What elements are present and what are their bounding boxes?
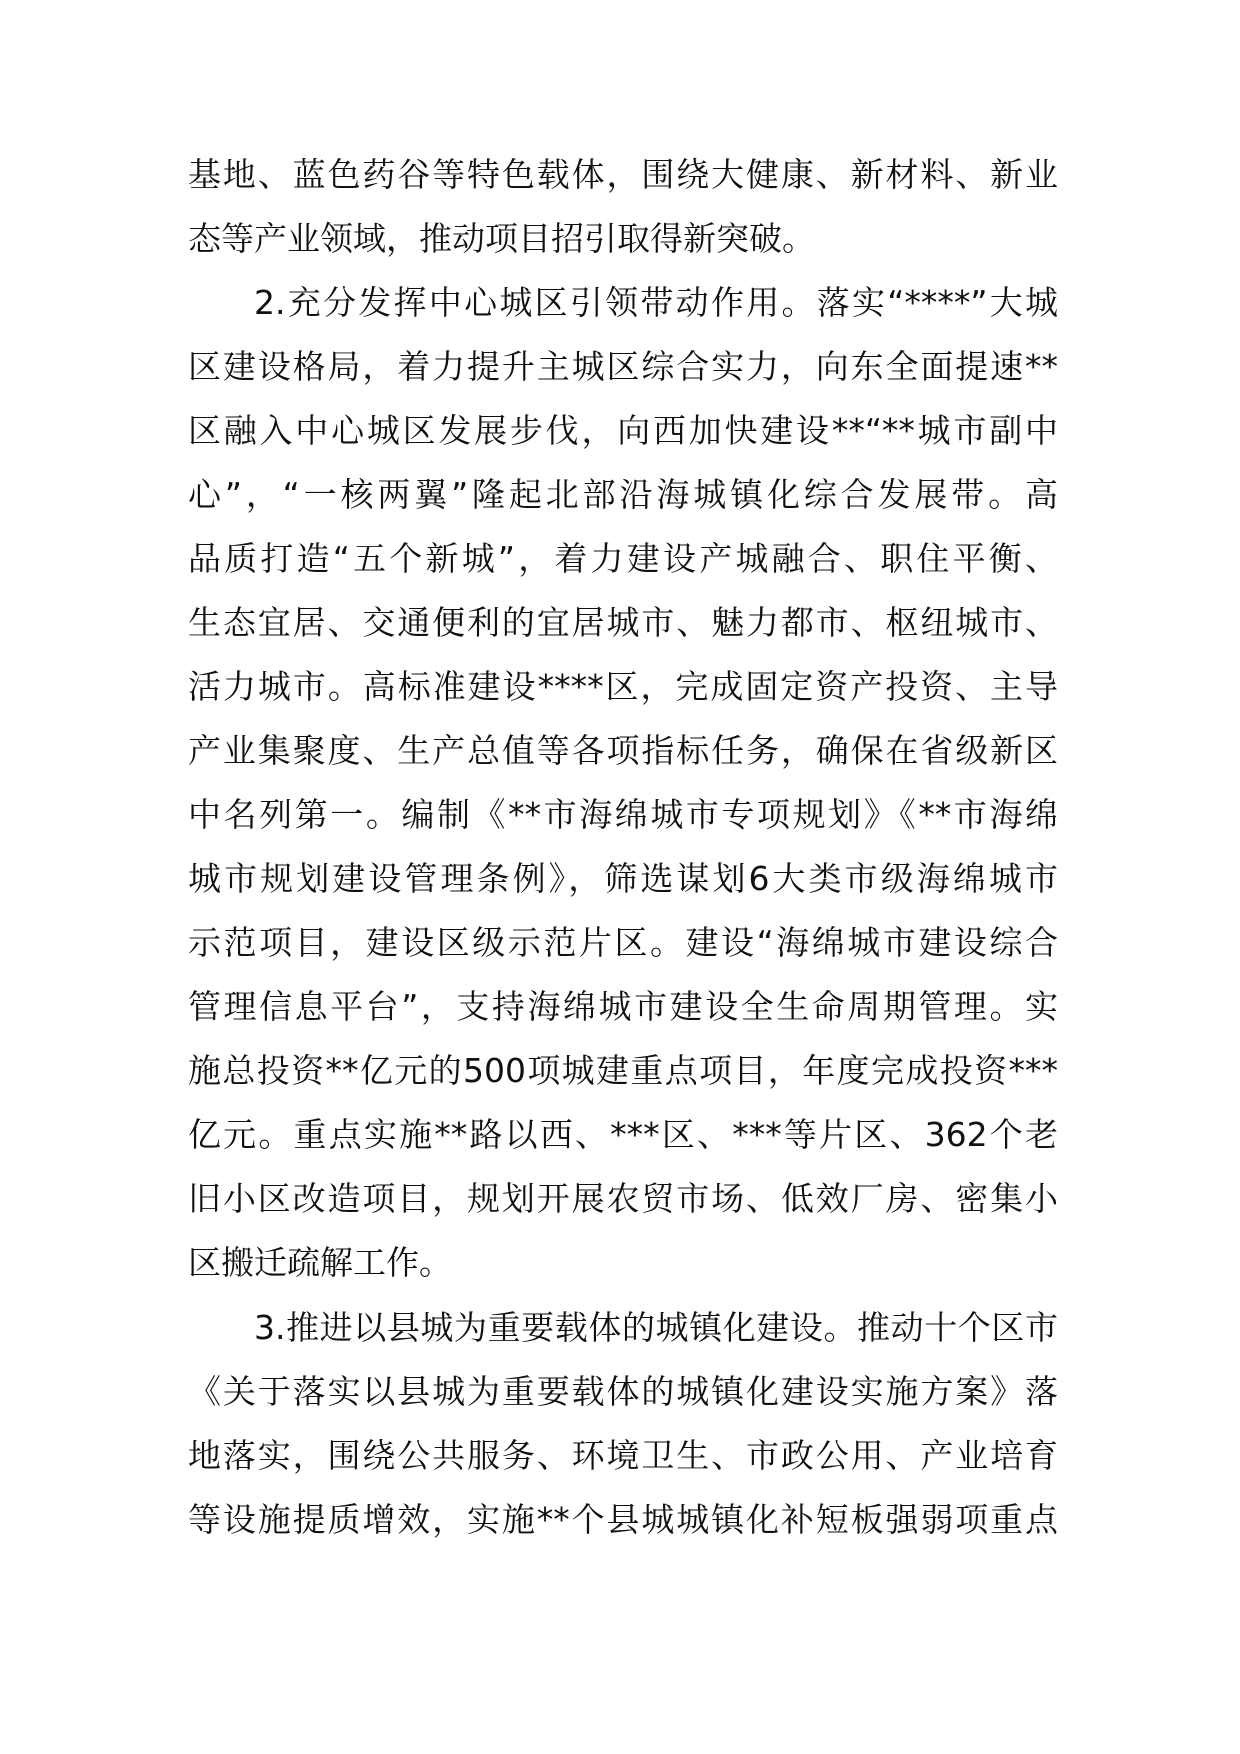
text-line-11: 中名列第一。编制《**市海绵城市专项规划》《**市海绵: [188, 795, 1058, 834]
text-line-16: 亿元。重点实施**路以西、***区、***等片区、362个老: [188, 1115, 1058, 1154]
text-line-14: 管理信息平台”，支持海绵城市建设全生命周期管理。实: [188, 987, 1058, 1026]
text-line-5: 区融入中心城区发展步伐，向西加快建设**“**城市副中: [188, 411, 1058, 450]
text-line-19: 3.推进以县城为重要载体的城镇化建设。推动十个区市: [254, 1308, 1058, 1347]
text-line-6: 心”，“一核两翼”隆起北部沿海城镇化综合发展带。高: [188, 475, 1058, 514]
text-line-15: 施总投资**亿元的500项城建重点项目，年度完成投资***: [188, 1051, 1058, 1090]
text-line-12: 城市规划建设管理条例》，筛选谋划6大类市级海绵城市: [188, 859, 1058, 898]
text-line-8: 生态宜居、交通便利的宜居城市、魅力都市、枢纽城市、: [188, 603, 1058, 642]
text-line-20: 《关于落实以县城为重要载体的城镇化建设实施方案》落: [188, 1372, 1058, 1411]
text-line-7: 品质打造“五个新城”，着力建设产城融合、职住平衡、: [188, 539, 1058, 578]
text-line-2: 态等产业领域，推动项目招引取得新突破。: [188, 219, 815, 258]
text-line-3: 2.充分发挥中心城区引领带动作用。落实“****”大城: [254, 283, 1058, 322]
text-line-17: 旧小区改造项目，规划开展农贸市场、低效厂房、密集小: [188, 1179, 1058, 1218]
text-line-4: 区建设格局，着力提升主城区综合实力，向东全面提速**: [188, 347, 1058, 386]
text-line-18: 区搬迁疏解工作。: [188, 1243, 452, 1282]
text-line-21: 地落实，围绕公共服务、环境卫生、市政公用、产业培育: [188, 1436, 1058, 1475]
text-line-1: 基地、蓝色药谷等特色载体，围绕大健康、新材料、新业: [188, 155, 1058, 194]
text-line-10: 产业集聚度、生产总值等各项指标任务，确保在省级新区: [188, 731, 1058, 770]
text-line-13: 示范项目，建设区级示范片区。建设“海绵城市建设综合: [188, 923, 1058, 962]
text-line-22: 等设施提质增效，实施**个县城城镇化补短板强弱项重点: [188, 1500, 1058, 1539]
text-line-9: 活力城市。高标准建设****区，完成固定资产投资、主导: [188, 667, 1058, 706]
